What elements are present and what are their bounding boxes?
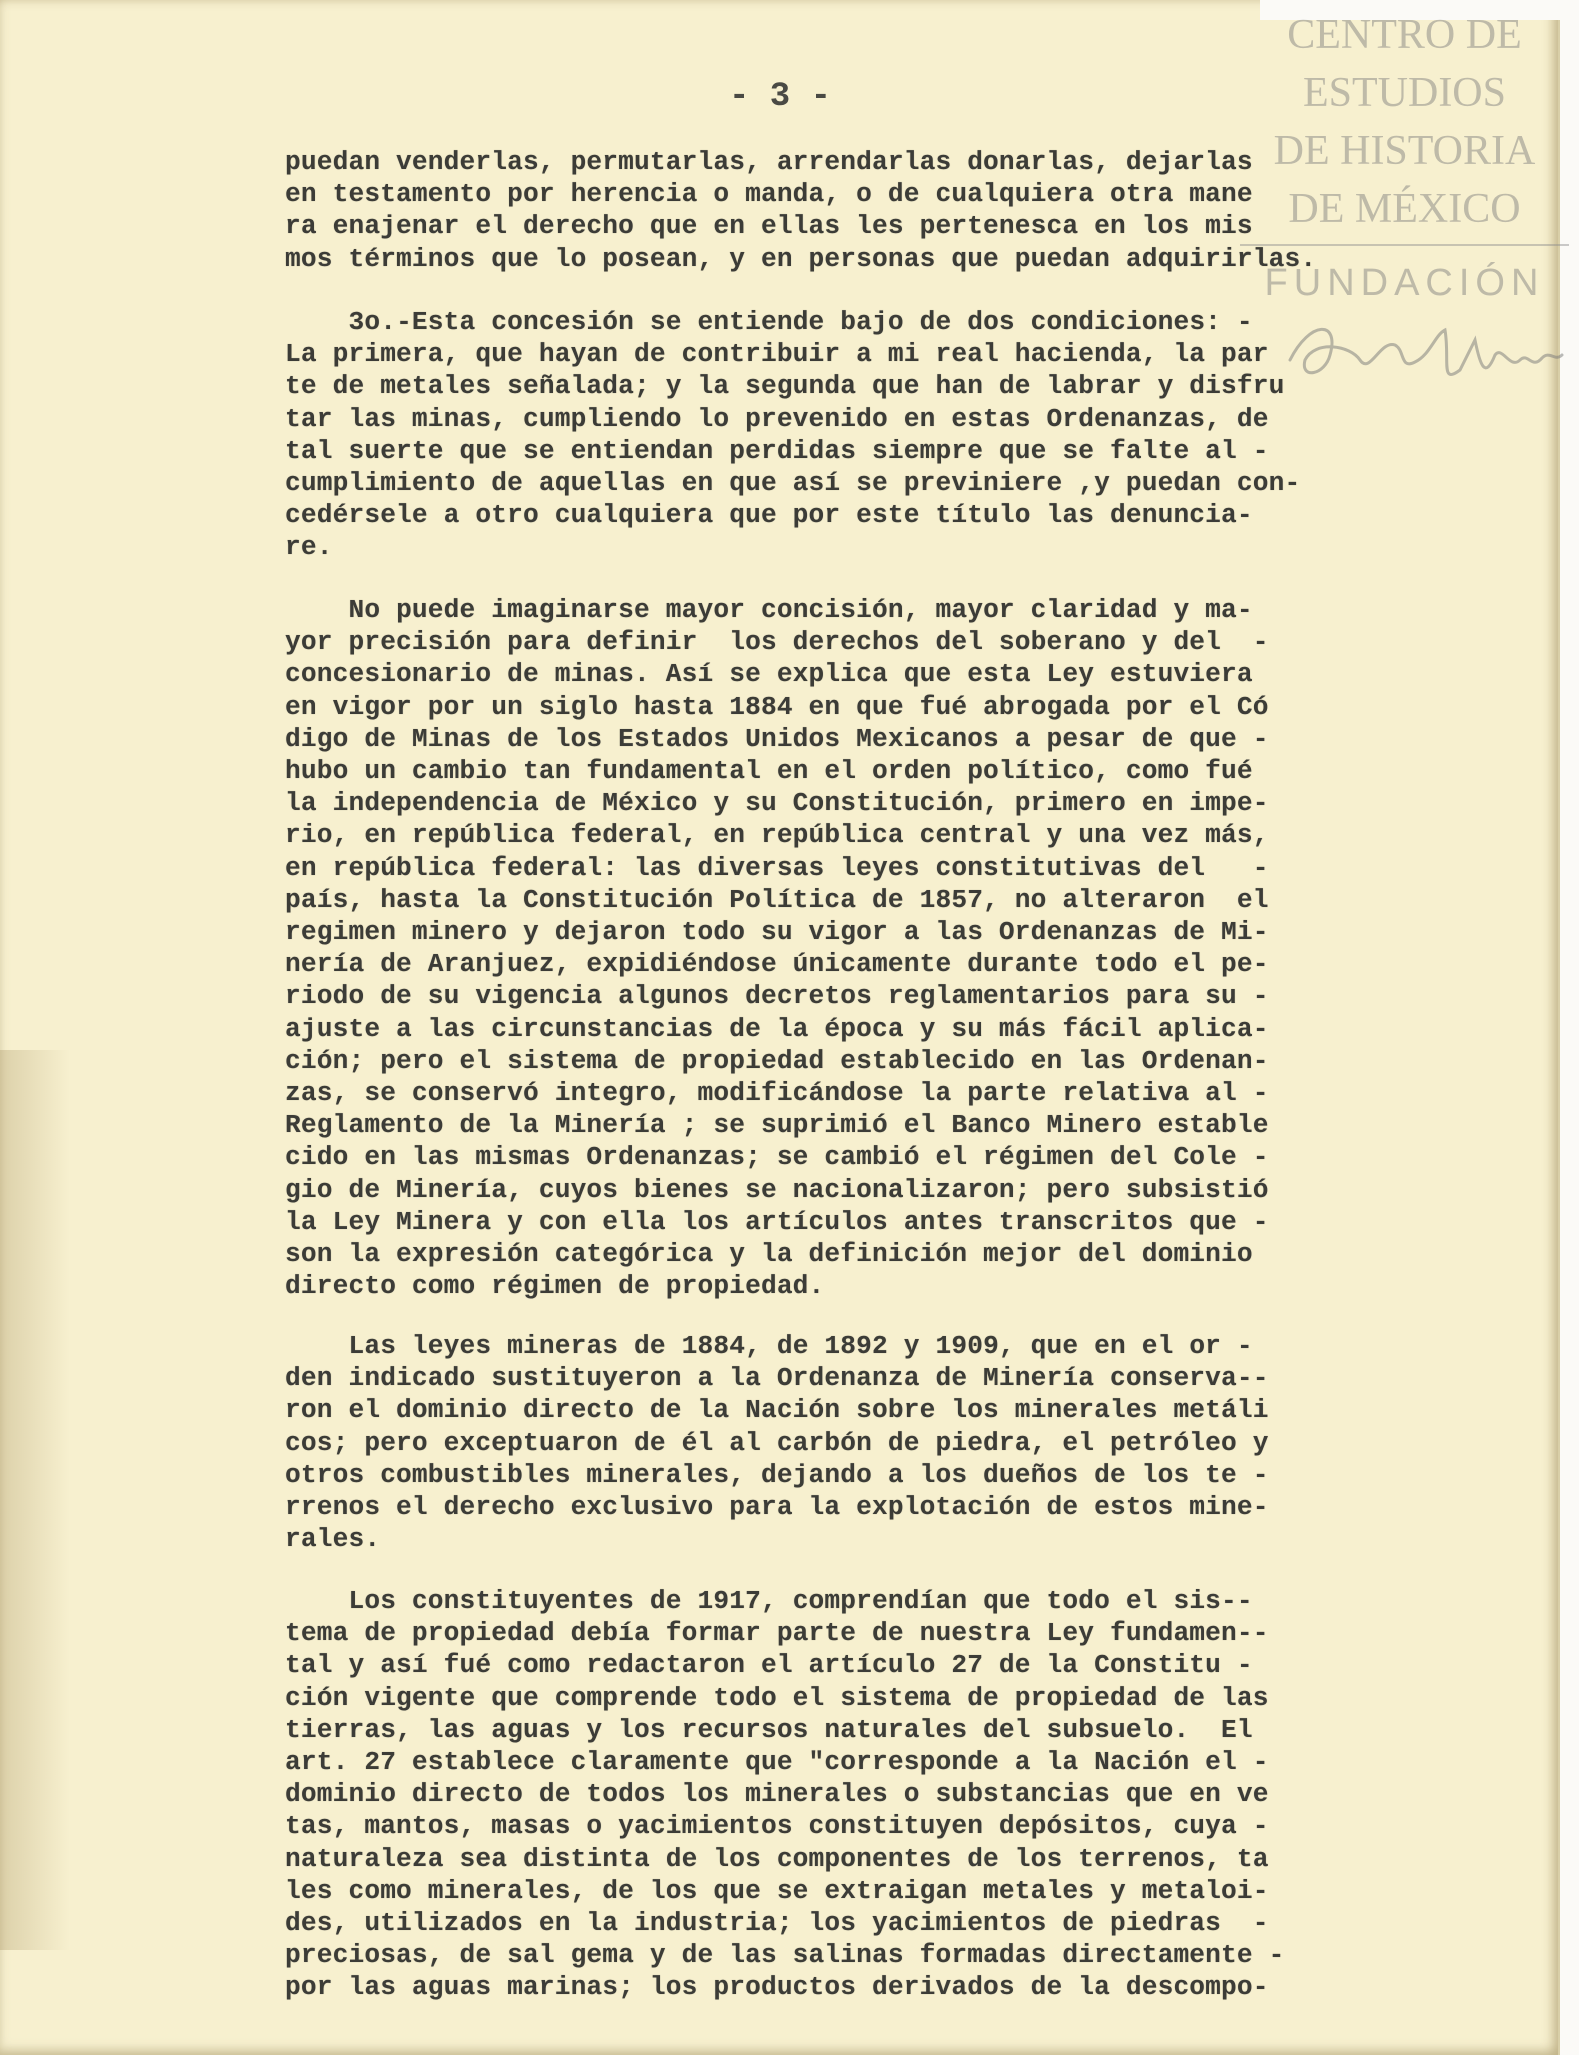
paragraph-5: Los constituyentes de 1917, comprendían que todo el sis-- tema de propiedad debía formar parte de nuestra Ley fundamen-- tal y así fué como redactaron el artículo 27 de la Constitu - ción vigente que comprende todo el sistema de propiedad de las tierras, las aguas y los recursos naturales del subsuelo. El art. 27 establece claramente que "corresponde a la Nación el - dominio directo de todos los minerales o substancias que en ve tas, mantos, masas o yacimientos constituyen depósitos, cuya - naturaleza sea distinta de los componentes de los terrenos, ta les como minerales, de los que se extraigan metales y metaloi- des, utilizados en la industria; los yacimientos de piedras - preciosas, de sal gema y de las salinas formadas directamente - por las aguas marinas; los productos derivados de la descompo- [285,1586,1285,2003]
paper-fold-shadow [0,1050,70,1950]
paragraph-4: Las leyes mineras de 1884, de 1892 y 1909, que en el or - den indicado sustituyeron a la Ordenanza de Minería conserva-- ron el dominio directo de la Nación sobre los minerales metáli cos; pero exceptuaron de él al carbón de piedra, el petróleo y otros combustibles minerales, dejando a los dueños de los te - rrenos el derecho exclusivo para la explotación de estos mine- rales. [285,1331,1269,1555]
watermark-line-3: DE HISTORIA [1273,128,1536,174]
watermark-line-5: FUNDACIÓN [1264,262,1545,304]
paragraph-2: 3o.-Esta concesión se entiende bajo de dos condiciones: - La primera, que hayan de contribuir a mi real hacienda, la par te de metales señalada; y la segunda que han de labrar y disfru tar las minas, cumpliendo lo prevenido en estas Ordenanzas, de tal suerte que se entiendan perdidas siempre que se falte al - cumplimiento de aquellas en que así se previniere ,y puedan con- cedérsele a otro cualquiera que por este título las denuncia- re. [285,307,1301,563]
watermark-rule [1240,244,1569,246]
signature-icon [1270,300,1570,410]
paragraph-3: No puede imaginarse mayor concisión, mayor claridad y ma- yor precisión para definir los derechos del soberano y del - concesionario de minas. Así se explica que esta Ley estuviera en vigor por un siglo hasta 1884 en que fué abrogada por el Có digo de Minas de los Estados Unidos Mexicanos a pesar de que - hubo un cambio tan fundamental en el orden político, como fué la independencia de México y su Constitución, primero en impe- rio, en república federal, en república central y una vez más, en república federal: las diversas leyes constitutivas del - país, hasta la Constitución Política de 1857, no alteraron el regimen minero y dejaron todo su vigor a las Ordenanzas de Mi- nería de Aranjuez, expidiéndose únicamente durante todo el pe- riodo de su vigencia algunos decretos reglamentarios para su - ajuste a las circunstancias de la época y su más fácil aplica- ción; pero el sistema de propiedad establecido en las Ordenan- zas, se conservó integro, modificándose la parte relativa al - Reglamento de la Minería ; se suprimió el Banco Minero estable cido en las mismas Ordenanzas; se cambió el régimen del Cole - gio de Minería, cuyos bienes se nacionalizaron; pero subsistió la Ley Minera y con ella los artículos antes transcritos que - son la expresión categórica y la definición mejor del dominio directo como régimen de propiedad. [285,595,1269,1302]
watermark-line-4: DE MÉXICO [1288,186,1521,232]
page-number: - 3 - [728,78,832,116]
watermark-line-2: ESTUDIOS [1302,70,1506,116]
watermark-line-1: CENTRO DE [1287,12,1522,58]
paragraph-1: puedan venderlas, permutarlas, arrendarlas donarlas, dejarlas en testamento por herencia o manda, o de cualquiera otra mane ra enajenar el derecho que en ellas les pertenesca en los mis mos términos que lo posean, y en personas que puedan adquirirlas. [285,147,1317,274]
archive-watermark [1230,6,1579,312]
